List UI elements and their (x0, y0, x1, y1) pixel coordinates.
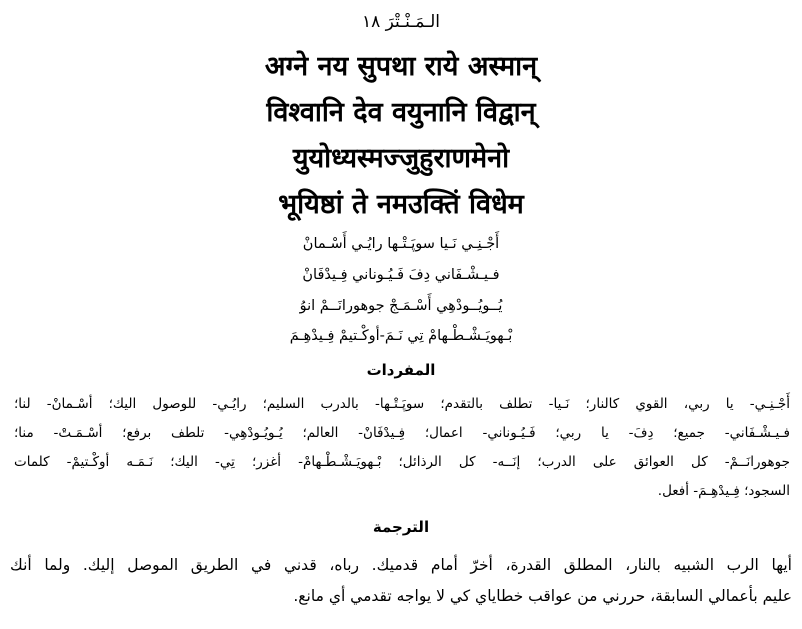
translation-paragraph (10, 550, 792, 612)
devanagari-line-3: युयोध्यस्मज्जुहुराणमेनो (292, 143, 510, 174)
translation-line-2: عليم بأعمالي السابقة، حررني من عواقب خطاياي كي لا يواجه تقدمي أي مانع. (293, 587, 792, 605)
translation-line-1: أيها الرب الشبيه بالنار، المطلق القدرة، أخرّ أمام قدميك. رباه، قدني في الطريق الموصل إليك. ولما أنك (10, 556, 792, 574)
devanagari-line-2: विश्वानि देव वयुनानि विद्वान् (266, 97, 536, 128)
transliteration-line-4: بْـهويَـشْـطْـهامْ تِي نَـمَ-أوكْـتيمْ فِـيدْهِـمَ (289, 328, 513, 344)
transliteration-line-2: فـيـشْـفَاني دِفَ فَـيُـوناني فِـيدْفَانْ (302, 267, 500, 283)
vocabulary-heading: المفردات (366, 361, 436, 379)
vocabulary-line-2: فـيـشْـفَاني- جميع؛ دِفَ- يا ربي؛ فَـيُـوناني- اعمال؛ فِـيدْفَانْ- العالم؛ يُـويُـودْهِي- تلطف برفع؛ أسْـمَـتْ- منا؛ (14, 425, 790, 441)
devanagari-line-1: अग्ने नय सुपथा राये अस्मान् (264, 51, 538, 82)
vocabulary-line-1: أَجْـنِـي- يا ربي، القوي كالنار؛ نَـيا- تطلف بالتقدم؛ سوپَـتْـها- بالدرب السليم؛ رايُـي- للوصول اليك؛ أسْـمانْ- لنا؛ (14, 396, 790, 412)
translation-heading: الترجمة (372, 518, 430, 536)
transliteration-line-1: أَجْـنِـي نَـيا سوپَـتْـها رايُـي أَسْـمانْ (302, 236, 500, 252)
transliteration-line-3: يُــويُــودْهِي أَسْـمَـجْ جوهورانَــمْ انوُ (299, 298, 503, 314)
devanagari-line-4: भूयिष्ठां ते नमउक्तिं विधेम (278, 189, 524, 220)
vocabulary-paragraph (14, 390, 790, 506)
vocabulary-line-4: السجود؛ فِـيدْهِـمَ- أفعل. (657, 483, 790, 499)
page-title: الـمَـنْـتْرَ ١٨ (362, 12, 440, 32)
vocabulary-line-3: جوهورانَــمْ- كل العوائق على الدرب؛ إنَــه- كل الرذائل؛ بْـهويَـشْـطْـهامْ- أغزر؛ تِي- اليك؛ نَـمَـه أوكْـتيمْ- كلمات (14, 454, 790, 470)
